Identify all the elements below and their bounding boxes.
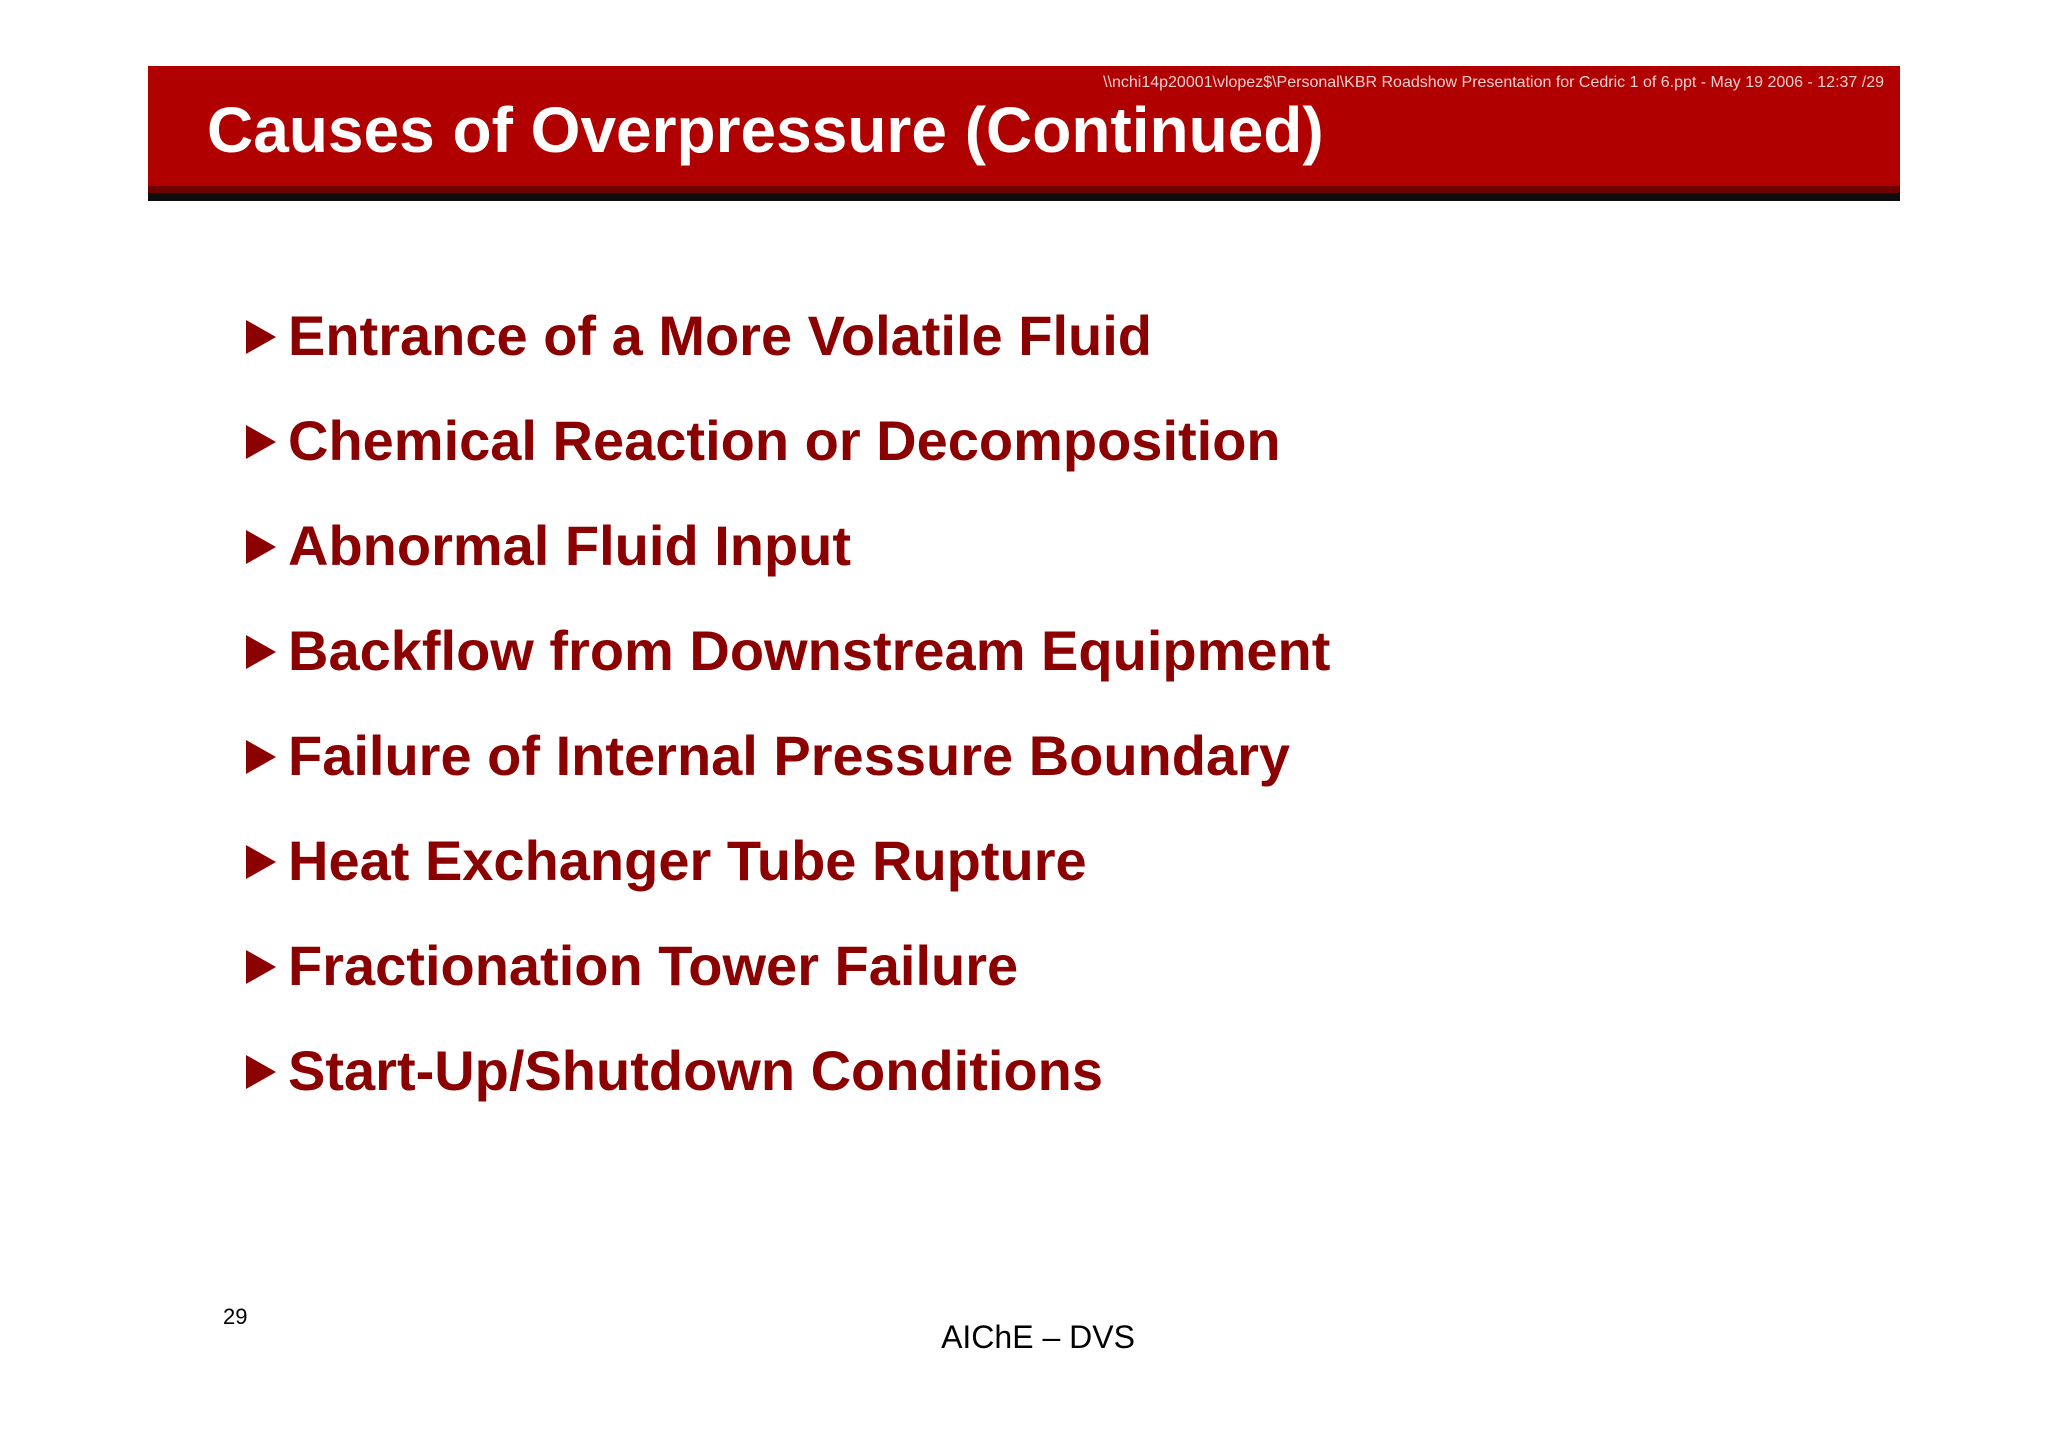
- bullet-text: Start-Up/Shutdown Conditions: [288, 1038, 1103, 1102]
- bullet-text: Failure of Internal Pressure Boundary: [288, 723, 1291, 787]
- bullet-item: [246, 913, 1330, 1018]
- triangle-right-icon: [246, 635, 276, 669]
- bullet-text: Fractionation Tower Failure: [288, 933, 1019, 997]
- footer-organization: AIChE – DVS: [941, 1319, 1135, 1355]
- bullet-item: [246, 493, 1330, 598]
- triangle-right-icon: [246, 950, 276, 984]
- triangle-right-icon: [246, 425, 276, 459]
- triangle-right-icon: [246, 845, 276, 879]
- bullet-item: [246, 388, 1330, 493]
- bullet-text: Backflow from Downstream Equipment: [288, 618, 1331, 682]
- triangle-right-icon: [246, 320, 276, 354]
- bullet-text: Abnormal Fluid Input: [288, 513, 852, 577]
- file-path-label: \\nchi14p20001\vlopez$\Personal\KBR Roadshow Presentation for Cedric 1 of 6.ppt - May 19 2006 - 12:37 /29: [1103, 74, 1884, 91]
- bullet-list: [246, 283, 1330, 1123]
- bullet-item: [246, 1018, 1330, 1123]
- slide-title: Causes of Overpressure (Continued): [207, 94, 1324, 166]
- page-number: 29: [223, 1304, 248, 1329]
- bullet-text: Entrance of a More Volatile Fluid: [288, 303, 1152, 367]
- header-shadow: [148, 186, 1900, 193]
- bullet-text: Heat Exchanger Tube Rupture: [288, 828, 1087, 892]
- triangle-right-icon: [246, 530, 276, 564]
- bullet-item: [246, 808, 1330, 913]
- bullet-item: [246, 283, 1330, 388]
- header-divider: [148, 193, 1900, 201]
- triangle-right-icon: [246, 1055, 276, 1089]
- triangle-right-icon: [246, 740, 276, 774]
- bullet-item: [246, 703, 1330, 808]
- bullet-text: Chemical Reaction or Decomposition: [288, 408, 1281, 472]
- bullet-item: [246, 598, 1330, 703]
